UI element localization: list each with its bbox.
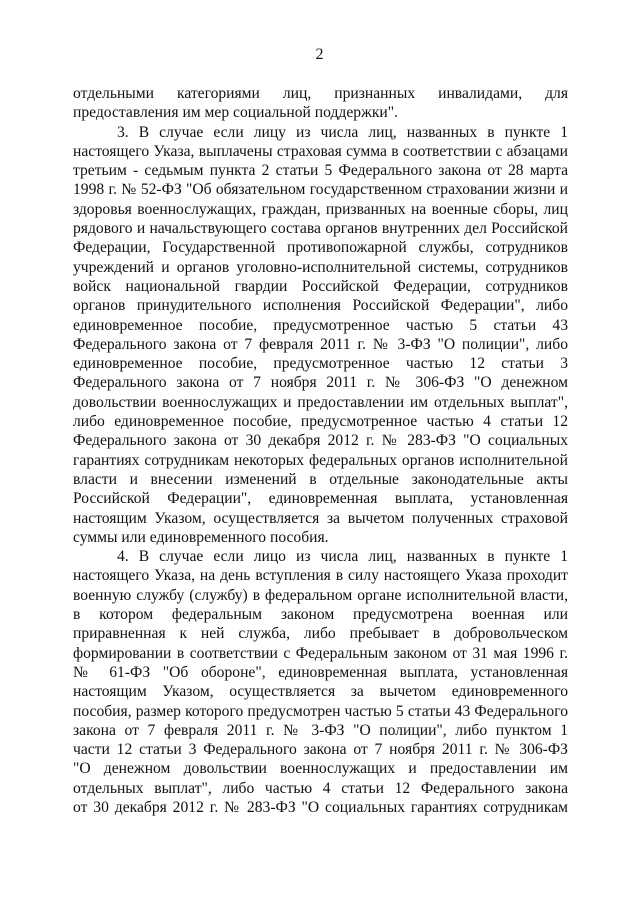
- text-line: отдельных выплат", либо частью 4 статьи 12 Федерального закона: [73, 779, 568, 797]
- text-line: органов принудительного исполнения Российской Федерации", либо: [73, 297, 568, 315]
- text-line: настоящим Указом, осуществляется за вычетом полученных страховой: [73, 509, 568, 527]
- text-line: в котором федеральным законом предусмотрена военная или: [73, 606, 568, 624]
- text-line: настоящего Указа, выплачены страховая сумма в соответствии с абзацами: [73, 142, 568, 160]
- text-line: учреждений и органов уголовно-исполнительной системы, сотрудников: [73, 258, 568, 276]
- page-number: 2: [315, 46, 324, 63]
- text-line: Федерального закона от 7 ноября 2011 г. № 306-ФЗ "О денежном: [73, 374, 568, 392]
- text-line: либо единовременное пособие, предусмотренное частью 4 статьи 12: [73, 413, 568, 431]
- text-line: третьим - седьмым пункта 2 статьи 5 Федерального закона от 28 марта: [73, 162, 568, 180]
- text-line: от 30 декабря 2012 г. № 283-ФЗ "О социальных гарантиях сотрудникам: [73, 798, 568, 816]
- text-line: 3. В случае если лицу из числа лиц, названных в пункте 1: [117, 123, 568, 141]
- text-line: власти и внесении изменений в отдельные законодательные акты: [73, 470, 568, 488]
- text-line: военную службу (службу) в федеральном органе исполнительной власти,: [73, 586, 568, 604]
- text-line: формировании в соответствии с Федеральным законом от 31 мая 1996 г.: [73, 644, 568, 662]
- text-line: единовременное пособие, предусмотренное частью 12 статьи 3: [73, 355, 568, 373]
- text-line: настоящим Указом, осуществляется за вычетом единовременного: [73, 683, 568, 701]
- paragraph: [73, 547, 568, 817]
- text-line: настоящего Указа, на день вступления в силу настоящего Указа проходит: [73, 567, 568, 585]
- text-line: закона от 7 февраля 2011 г. № 3-ФЗ "О полиции", либо пунктом 1: [73, 721, 568, 739]
- text-line: войск национальной гвардии Российской Федерации, сотрудников: [73, 277, 568, 295]
- text-line: № 61-ФЗ "Об обороне", единовременная выплата, установленная: [73, 663, 568, 681]
- text-line: довольствии военнослужащих и предоставлении им отдельных выплат",: [73, 393, 568, 411]
- paragraph: [73, 84, 568, 123]
- text-line: суммы или единовременного пособия.: [73, 528, 329, 546]
- text-line: пособия, размер которого предусмотрен частью 5 статьи 43 Федерального: [73, 702, 568, 720]
- text-line: здоровья военнослужащих, граждан, призванных на военные сборы, лиц: [73, 200, 568, 218]
- text-line: единовременное пособие, предусмотренное частью 5 статьи 43: [73, 316, 568, 334]
- text-line: Федерального закона от 7 февраля 2011 г. № 3-ФЗ "О полиции", либо: [73, 335, 568, 353]
- paragraph: [73, 123, 568, 548]
- text-line: части 12 статьи 3 Федерального закона от 7 ноября 2011 г. № 306-ФЗ: [73, 741, 568, 759]
- text-line: приравненная к ней служба, либо пребывает в добровольческом: [73, 625, 568, 643]
- text-line: Федерального закона от 30 декабря 2012 г. № 283-ФЗ "О социальных: [73, 432, 568, 450]
- text-line: Федерации, Государственной противопожарной службы, сотрудников: [73, 239, 568, 257]
- text-line: 1998 г. № 52-ФЗ "Об обязательном государственном страховании жизни и: [73, 181, 568, 199]
- text-line: рядового и начальствующего состава органов внутренних дел Российской: [73, 220, 568, 238]
- text-line: предоставления им мер социальной поддержки".: [73, 104, 399, 122]
- text-line: гарантиях сотрудникам некоторых федеральных органов исполнительной: [73, 451, 568, 469]
- text-line: 4. В случае если лицо из числа лиц, названных в пункте 1: [117, 548, 568, 566]
- text-line: Российской Федерации", единовременная выплата, установленная: [73, 490, 568, 508]
- text-line: "О денежном довольствии военнослужащих и предоставлении им: [73, 760, 568, 778]
- text-line: отдельными категориями лиц, признанных инвалидами, для: [73, 85, 568, 102]
- document-body: [73, 84, 568, 817]
